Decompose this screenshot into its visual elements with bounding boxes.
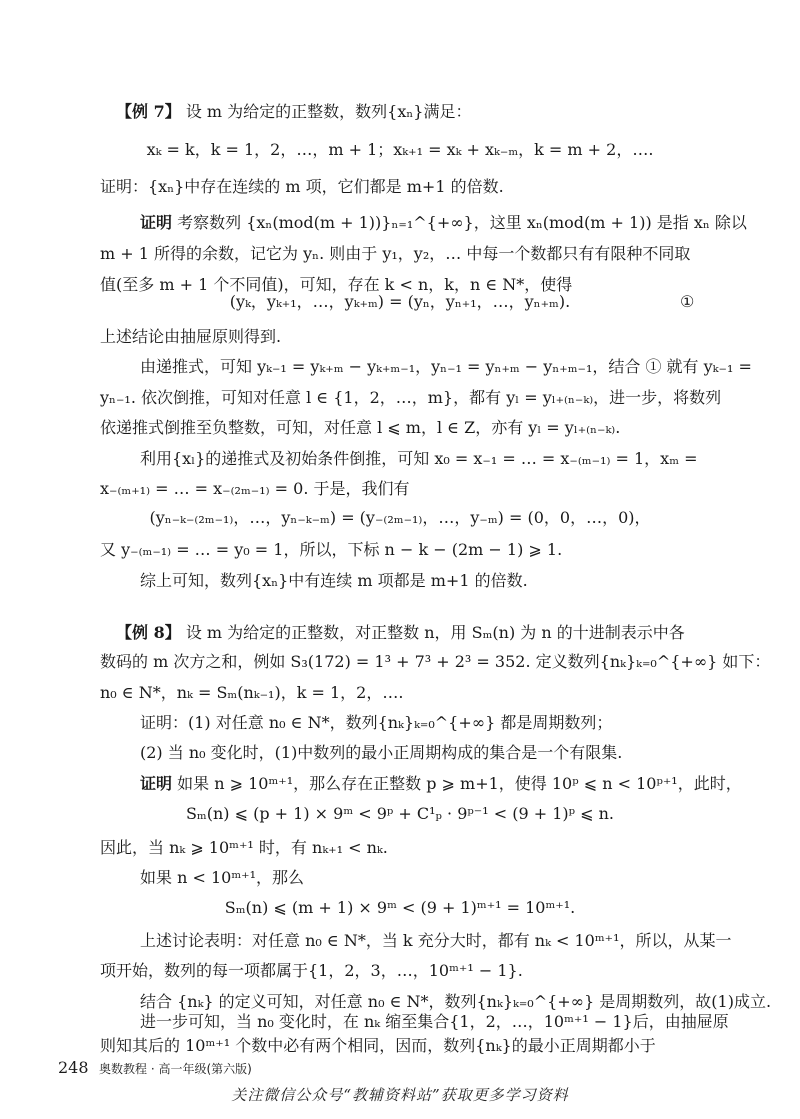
example-7-definition: xₖ = k，k = 1，2，…，m + 1；xₖ₊₁ = xₖ + xₖ₋ₘ，k = m + 2，…. xyxy=(146,140,654,159)
example-7-proof-line-2: m + 1 所得的余数，记它为 yₙ. 则由于 y₁，y₂，… 中每一个数都只有有限种不同取 xyxy=(100,244,691,263)
example-7-proof-line-8: 利用{xₗ}的递推式及初始条件倒推，可知 x₀ = x₋₁ = … = x₋₍ₘ₋₁₎ = 1，xₘ = xyxy=(140,449,698,468)
example-8-proof-line-4: 上述讨论表明：对任意 n₀ ∈ N*，当 k 充分大时，都有 nₖ < 10ᵐ⁺¹，所以，从某一 xyxy=(140,931,732,950)
example-8-proof-line-1 xyxy=(140,774,742,793)
page-footer xyxy=(58,1058,252,1078)
example-8-line-3: n₀ ∈ N*，nₖ = Sₘ(nₖ₋₁)，k = 1，2，…. xyxy=(100,683,404,702)
example-8-equation-2: Sₘ(n) ⩽ (m + 1) × 9ᵐ < (9 + 1)ᵐ⁺¹ = 10ᵐ⁺¹. xyxy=(224,898,576,917)
example-8-proof-line-6: 结合 {nₖ} 的定义可知，对任意 n₀ ∈ N*，数列{nₖ}ₖ₌₀^{+∞} 是周期数列，故(1)成立. xyxy=(140,992,772,1011)
example-7-proof-line-4: 上述结论由抽屉原则得到. xyxy=(100,327,282,346)
example-8-equation-1: Sₘ(n) ⩽ (p + 1) × 9ᵐ < 9ᵖ + C¹ₚ · 9ᵖ⁻¹ < (9 + 1)ᵖ ⩽ n. xyxy=(185,804,615,823)
example-8-proof-line-7: 进一步可知，当 n₀ 变化时，在 nₖ 缩至集合{1，2，…，10ᵐ⁺¹ − 1}后，由抽屉原 xyxy=(140,1012,729,1031)
example-8-heading xyxy=(116,623,685,642)
example-7-proof-line-7: 依递推式倒推至负整数，可知，对任意 l ⩽ m，l ∈ Z，亦有 yₗ = yₗ₊₍ₙ₋ₖ₎. xyxy=(100,418,621,437)
example-8-line-1: 设 m 为给定的正整数，对正整数 n，用 Sₘ(n) 为 n 的十进制表示中各 xyxy=(185,623,685,642)
example-7-proof-line-5: 由递推式，可知 yₖ₋₁ = yₖ₊ₘ − yₖ₊ₘ₋₁，yₙ₋₁ = yₙ₊ₘ − yₙ₊ₘ₋₁，结合 ① 就有 yₖ₋₁ = xyxy=(140,357,752,376)
page-number: 248 xyxy=(58,1058,89,1077)
example-8-claim-2: (2) 当 n₀ 变化时，(1)中数列的最小正周期构成的集合是一个有限集. xyxy=(140,743,623,762)
example-7-heading xyxy=(116,102,471,121)
example-8-proof-line-2: 因此，当 nₖ ⩾ 10ᵐ⁺¹ 时，有 nₖ₊₁ < nₖ. xyxy=(100,838,388,857)
example-8-proof-line-8: 则知其后的 10ᵐ⁺¹ 个数中必有两个相同，因而，数列{nₖ}的最小正周期都小于 xyxy=(100,1036,656,1055)
example-7-proof-line-9: x₋₍ₘ₊₁₎ = … = x₋₍₂ₘ₋₁₎ = 0. 于是，我们有 xyxy=(100,479,410,498)
example-8-claim-1: 证明：(1) 对任意 n₀ ∈ N*，数列{nₖ}ₖ₌₀^{+∞} 都是周期数列； xyxy=(140,713,613,732)
example-8-proof-line-3: 如果 n < 10ᵐ⁺¹，那么 xyxy=(140,868,305,887)
example-7-proof-line-1 xyxy=(140,213,747,232)
proof-label: 证明 xyxy=(140,774,173,793)
equation-1-marker: ① xyxy=(680,292,695,311)
proof-label: 证明 xyxy=(140,213,173,232)
example-8-title: 【例 8】 xyxy=(116,623,181,642)
proof-text: 考察数列 {xₙ(mod(m + 1))}ₙ₌₁^{+∞}，这里 xₙ(mod(m + 1)) 是指 xₙ 除以 xyxy=(177,213,747,232)
example-7-intro: 设 m 为给定的正整数，数列{xₙ}满足： xyxy=(185,102,472,121)
example-7-proof-line-10: 又 y₋₍ₘ₋₁₎ = … = y₀ = 1，所以，下标 n − k − (2m − 1) ⩾ 1. xyxy=(100,540,563,559)
example-8-line-2: 数码的 m 次方之和，例如 S₃(172) = 1³ + 7³ + 2³ = 352. 定义数列{nₖ}ₖ₌₀^{+∞} 如下： xyxy=(100,652,771,671)
bottom-note: 关注微信公众号“教辅资料站”获取更多学习资料 xyxy=(231,1086,569,1104)
example-7-proof-line-6: yₙ₋₁. 依次倒推，可知对任意 l ∈ {1，2，…，m}，都有 yₗ = yₗ₊₍ₙ₋ₖ₎，进一步，将数列 xyxy=(100,388,722,407)
example-7-equation-1: (yₖ，yₖ₊₁，…，yₖ₊ₘ) = (yₙ，yₙ₊₁，…，yₙ₊ₘ). xyxy=(229,292,571,311)
example-8-proof-line-5: 项开始，数列的每一项都属于{1，2，3，…，10ᵐ⁺¹ − 1}. xyxy=(100,961,523,980)
example-7-claim: 证明：{xₙ}中存在连续的 m 项，它们都是 m+1 的倍数. xyxy=(100,177,504,196)
example-7-proof-line-3: 值(至多 m + 1 个不同值)，可知，存在 k < n，k，n ∈ N*，使得 xyxy=(100,275,573,294)
example-7-equation-2: (yₙ₋ₖ₋₍₂ₘ₋₁₎，…，yₙ₋ₖ₋ₘ) = (y₋₍₂ₘ₋₁₎，…，y₋ₘ) = (0，0，…，0)， xyxy=(149,508,651,527)
proof-text: 如果 n ⩾ 10ᵐ⁺¹，那么存在正整数 p ⩾ m+1，使得 10ᵖ ⩽ n < 10ᵖ⁺¹，此时， xyxy=(177,774,742,793)
example-7-conclusion: 综上可知，数列{xₙ}中有连续 m 项都是 m+1 的倍数. xyxy=(140,571,528,590)
book-title: 奥数教程 · 高一年级(第六版) xyxy=(99,1062,252,1076)
example-7-title: 【例 7】 xyxy=(116,102,181,121)
